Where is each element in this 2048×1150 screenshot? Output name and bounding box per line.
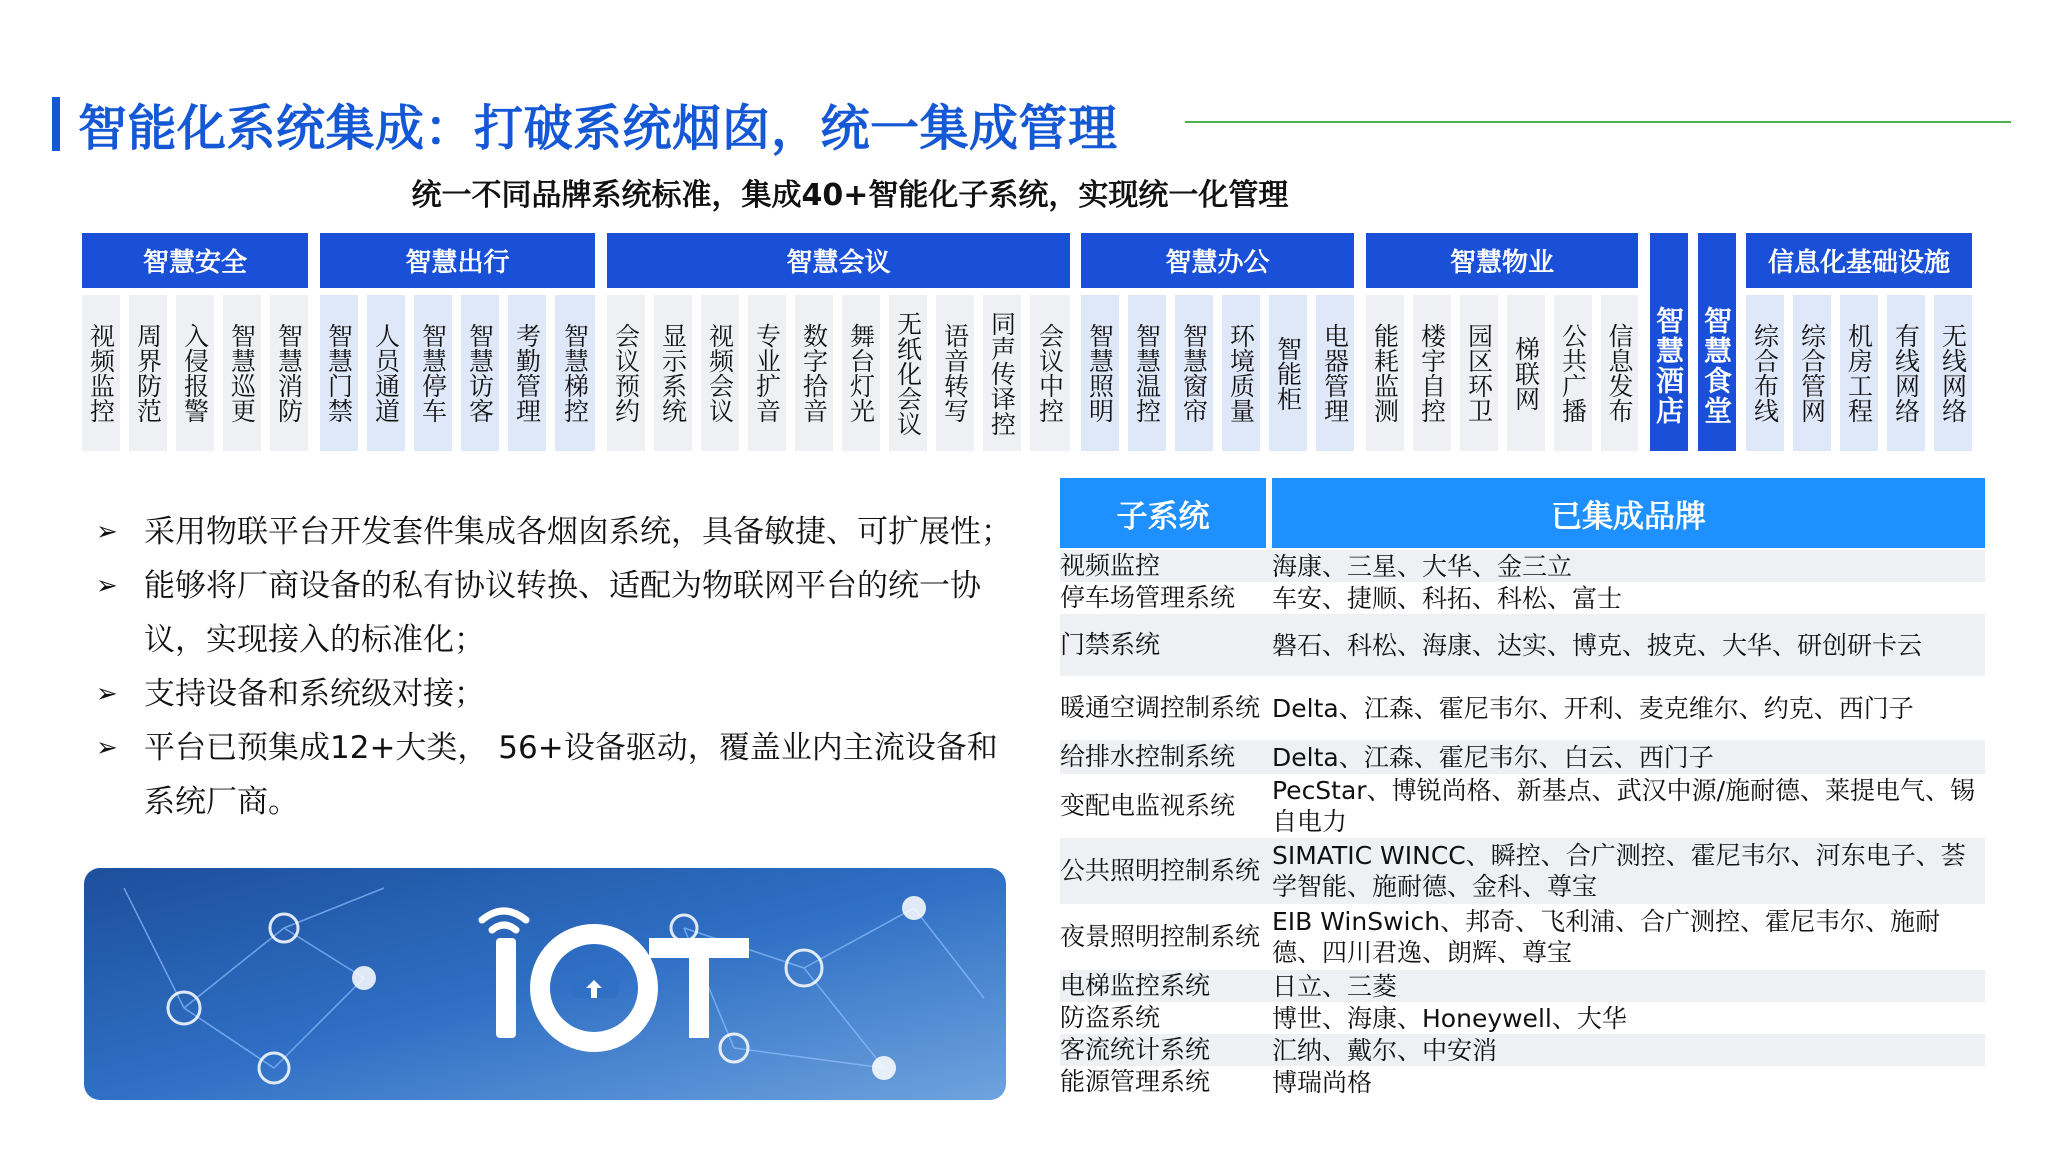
table-cell-brands: 日立、三菱 bbox=[1272, 971, 1398, 1001]
subsystem-item: 无纸化会议 bbox=[889, 295, 927, 451]
table-cell-brands: Delta、江森、霍尼韦尔、开利、麦克维尔、约克、西门子 bbox=[1272, 693, 1914, 723]
table-row bbox=[1060, 676, 1985, 740]
table-cell-brands: 博瑞尚格 bbox=[1272, 1067, 1373, 1097]
subsystem-item: 电器管理 bbox=[1316, 295, 1354, 451]
subsystem-item: 智慧门禁 bbox=[320, 295, 358, 451]
subsystem-item: 梯联网 bbox=[1507, 295, 1545, 451]
subsystem-item: 智慧访客 bbox=[461, 295, 499, 451]
table-cell-subsystem: 电梯监控系统 bbox=[1060, 971, 1211, 1000]
subsystem-item: 智慧梯控 bbox=[555, 295, 595, 451]
subsystem-item: 楼宇自控 bbox=[1413, 295, 1451, 451]
category-canteen: 智慧食堂 bbox=[1698, 233, 1736, 451]
title-accent-bar bbox=[52, 97, 60, 151]
subsystem-item: 智慧消防 bbox=[270, 295, 308, 451]
table-cell-subsystem: 给排水控制系统 bbox=[1060, 742, 1236, 771]
category-security: 智慧安全 bbox=[82, 233, 308, 288]
table-cell-brands: EIB WinSwich、邦奇、飞利浦、合广测控、霍尼韦尔、施耐德、四川君逸、朗辉、尊宝 bbox=[1272, 907, 1941, 967]
list-item bbox=[96, 559, 1016, 667]
category-mobility: 智慧出行 bbox=[320, 233, 595, 288]
table-cell-brands: Delta、江森、霍尼韦尔、白云、西门子 bbox=[1272, 742, 1714, 772]
table-cell-subsystem: 夜景照明控制系统 bbox=[1060, 922, 1261, 951]
table-cell-subsystem: 视频监控 bbox=[1060, 551, 1161, 580]
arrow-bullet-icon: ➢ bbox=[96, 733, 118, 763]
arrow-bullet-icon: ➢ bbox=[96, 679, 118, 709]
category-meeting: 智慧会议 bbox=[607, 233, 1070, 288]
page-title: 智能化系统集成：打破系统烟囱，统一集成管理 bbox=[78, 100, 1118, 157]
table-cell-brands: PecStar、博锐尚格、新基点、武汉中源/施耐德、莱提电气、锡自电力 bbox=[1272, 776, 1976, 836]
subsystem-item: 智慧巡更 bbox=[223, 295, 261, 451]
table-cell-subsystem: 门禁系统 bbox=[1060, 630, 1161, 659]
table-header-brands: 已集成品牌 bbox=[1272, 478, 1985, 548]
subsystem-item: 会议预约 bbox=[607, 295, 645, 451]
table-row bbox=[1060, 550, 1985, 582]
table-cell-brands: 车安、捷顺、科拓、科松、富士 bbox=[1272, 583, 1623, 613]
table-cell-subsystem: 公共照明控制系统 bbox=[1060, 856, 1261, 885]
table-cell-brands: 海康、三星、大华、金三立 bbox=[1272, 551, 1573, 581]
subsystem-item: 专业扩音 bbox=[748, 295, 786, 451]
table-cell-subsystem: 暖通空调控制系统 bbox=[1060, 693, 1261, 722]
subsystem-item: 视频会议 bbox=[701, 295, 739, 451]
subsystem-item: 视频监控 bbox=[82, 295, 120, 451]
arrow-bullet-icon: ➢ bbox=[96, 517, 118, 547]
category-property: 智慧物业 bbox=[1366, 233, 1638, 288]
category-infrastructure: 信息化基础设施 bbox=[1746, 233, 1972, 288]
subsystem-item: 舞台灯光 bbox=[842, 295, 880, 451]
table-row bbox=[1060, 904, 1985, 970]
list-item bbox=[96, 721, 1016, 829]
table-cell-brands: 磐石、科松、海康、达实、博克、披克、大华、研创研卡云 bbox=[1272, 630, 1923, 660]
subsystem-item: 智慧照明 bbox=[1081, 295, 1119, 451]
subsystem-item: 周界防范 bbox=[129, 295, 167, 451]
table-row bbox=[1060, 740, 1985, 774]
subsystem-item: 智能柜 bbox=[1269, 295, 1307, 451]
table-cell-subsystem: 停车场管理系统 bbox=[1060, 583, 1236, 612]
subsystem-item: 入侵报警 bbox=[176, 295, 214, 451]
table-row bbox=[1060, 970, 1985, 1002]
table-row bbox=[1060, 614, 1985, 676]
subsystem-item: 机房工程 bbox=[1840, 295, 1878, 451]
subsystem-item: 无线网络 bbox=[1934, 295, 1972, 451]
subsystem-item: 显示系统 bbox=[654, 295, 692, 451]
list-item bbox=[96, 667, 1016, 721]
bullet-text: 采用物联平台开发套件集成各烟囱系统，具备敏捷、可扩展性； bbox=[144, 514, 1012, 550]
subsystem-item: 会议中控 bbox=[1030, 295, 1070, 451]
category-hotel: 智慧酒店 bbox=[1650, 233, 1688, 451]
bullet-text: 支持设备和系统级对接； bbox=[144, 676, 485, 712]
subsystem-item: 有线网络 bbox=[1887, 295, 1925, 451]
page-subtitle: 统一不同品牌系统标准，集成40+智能化子系统，实现统一化管理 bbox=[411, 178, 1289, 213]
table-cell-subsystem: 能源管理系统 bbox=[1060, 1067, 1211, 1096]
table-row bbox=[1060, 838, 1985, 904]
subsystem-item: 环境质量 bbox=[1222, 295, 1260, 451]
subsystem-item: 信息发布 bbox=[1601, 295, 1638, 451]
subsystem-item: 同声传译控 bbox=[983, 295, 1021, 451]
arrow-bullet-icon: ➢ bbox=[96, 571, 118, 601]
table-cell-subsystem: 客流统计系统 bbox=[1060, 1035, 1211, 1064]
subsystem-item: 考勤管理 bbox=[508, 295, 546, 451]
subsystem-item: 人员通道 bbox=[367, 295, 405, 451]
table-row bbox=[1060, 1002, 1985, 1034]
subsystem-item: 公共广播 bbox=[1554, 295, 1592, 451]
category-office: 智慧办公 bbox=[1081, 233, 1354, 288]
subsystem-item: 智慧温控 bbox=[1128, 295, 1166, 451]
list-item bbox=[96, 505, 1016, 559]
subsystem-item: 语音转写 bbox=[936, 295, 974, 451]
title-divider bbox=[1185, 121, 2011, 123]
bullet-text: 平台已预集成12+大类， 56+设备驱动，覆盖业内主流设备和系统厂商。 bbox=[144, 730, 998, 820]
subsystem-item: 智慧窗帘 bbox=[1175, 295, 1213, 451]
iot-illustration bbox=[84, 868, 1006, 1100]
subsystem-item: 数字拾音 bbox=[795, 295, 833, 451]
table-row bbox=[1060, 774, 1985, 838]
table-cell-subsystem: 防盗系统 bbox=[1060, 1003, 1161, 1032]
table-row bbox=[1060, 582, 1985, 614]
feature-list bbox=[96, 505, 1016, 829]
subsystem-item: 综合管网 bbox=[1793, 295, 1831, 451]
table-cell-brands: SIMATIC WINCC、瞬控、合广测控、霍尼韦尔、河东电子、荟学智能、施耐德、金科、尊宝 bbox=[1272, 841, 1966, 901]
table-row bbox=[1060, 1034, 1985, 1066]
table-header-subsystem: 子系统 bbox=[1060, 478, 1266, 548]
table-cell-brands: 博世、海康、Honeywell、大华 bbox=[1272, 1003, 1627, 1033]
table-cell-brands: 汇纳、戴尔、中安消 bbox=[1272, 1035, 1498, 1065]
table-row bbox=[1060, 1066, 1985, 1098]
subsystem-item: 智慧停车 bbox=[414, 295, 452, 451]
table-cell-subsystem: 变配电监视系统 bbox=[1060, 791, 1236, 820]
bullet-text: 能够将厂商设备的私有协议转换、适配为物联网平台的统一协议，实现接入的标准化； bbox=[144, 568, 981, 658]
subsystem-item: 综合布线 bbox=[1746, 295, 1784, 451]
subsystem-item: 能耗监测 bbox=[1366, 295, 1404, 451]
subsystem-item: 园区环卫 bbox=[1460, 295, 1498, 451]
